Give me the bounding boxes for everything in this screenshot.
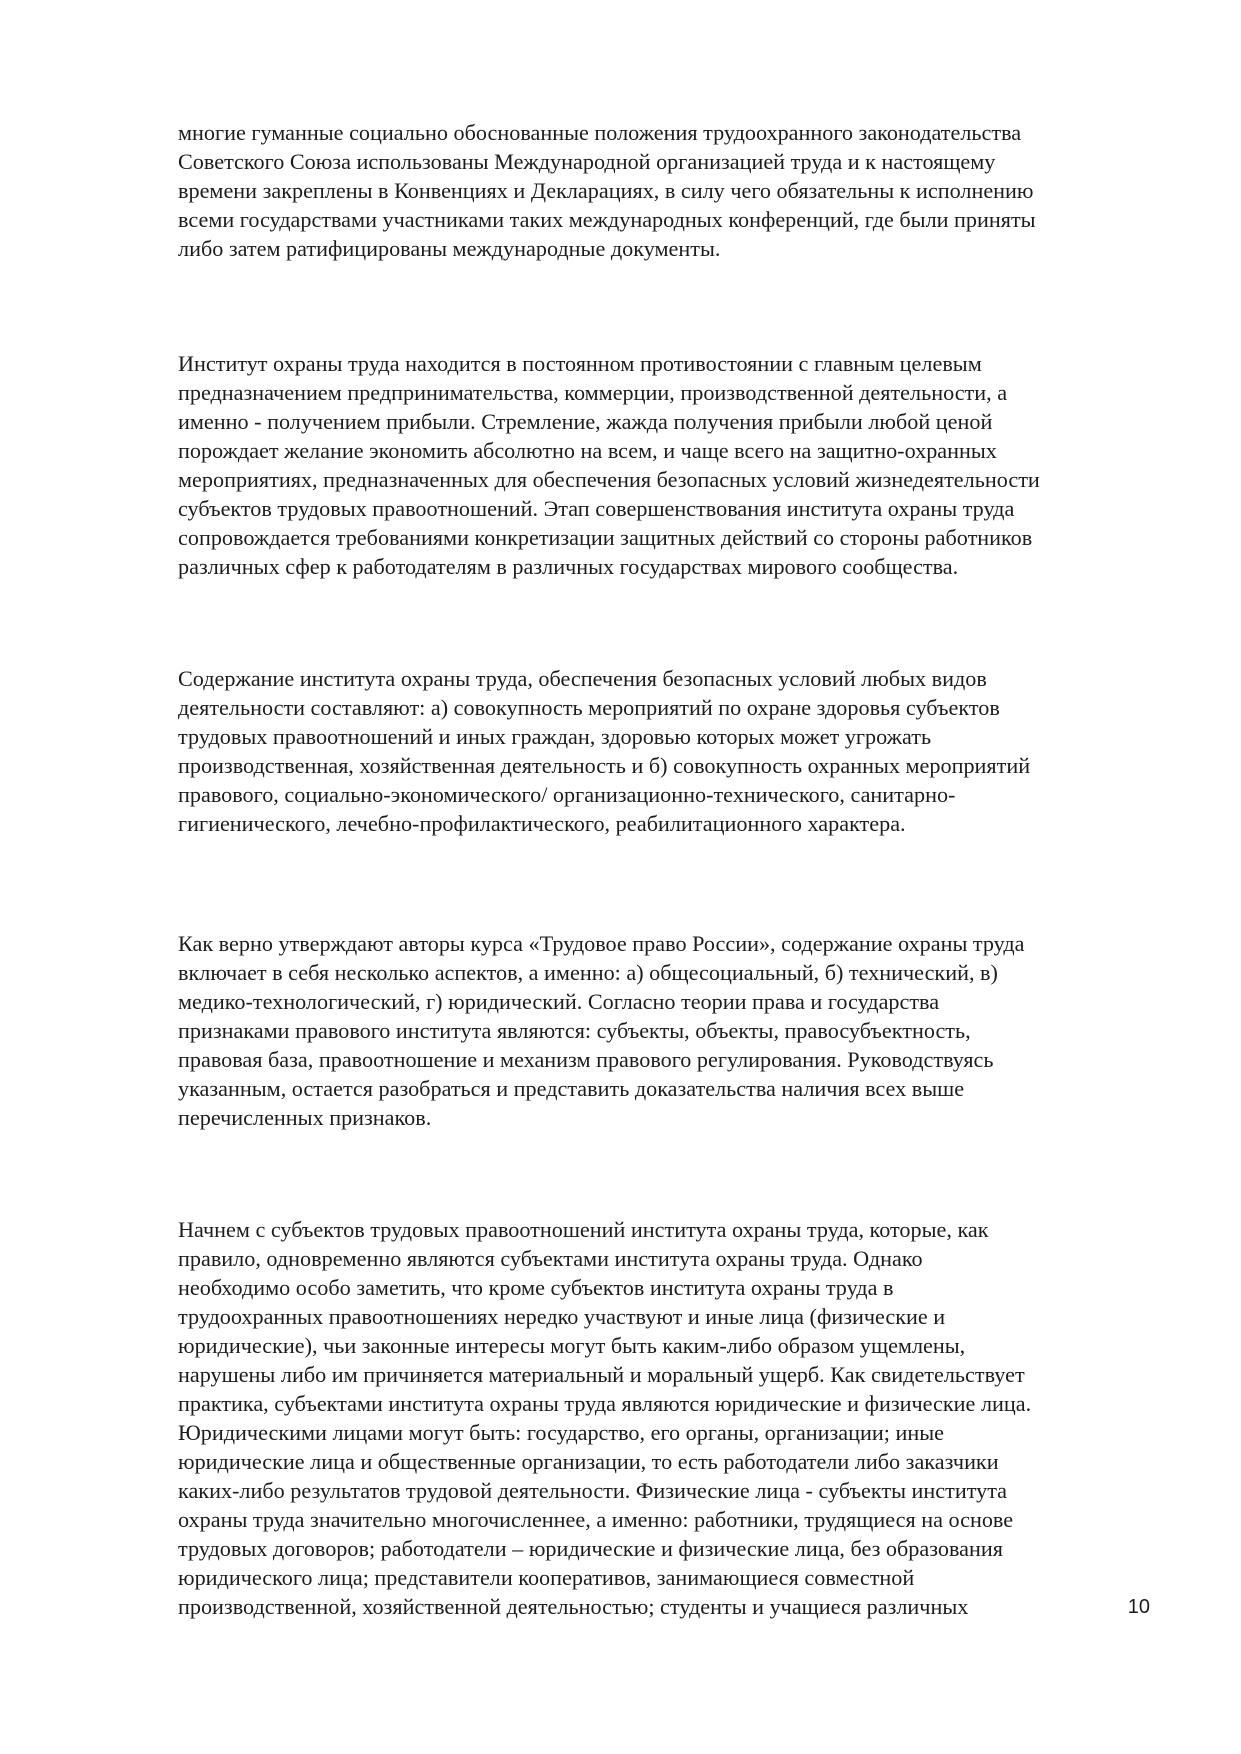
- text-line: сопровождается требованиями конкретизации защитных действий со стороны работников: [178, 525, 1033, 550]
- text-line: предназначением предпринимательства, коммерции, производственной деятельности, а: [178, 380, 1008, 405]
- paragraph-1: [178, 118, 1180, 263]
- text-line: каких-либо результатов трудовой деятельности. Физические лица - субъекты института: [178, 1478, 1008, 1503]
- text-line: Содержание института охраны труда, обеспечения безопасных условий любых видов: [178, 666, 987, 691]
- text-line: либо затем ратифицированы международные документы.: [178, 236, 721, 261]
- text-line: производственная, хозяйственная деятельность и б) совокупность охранных мероприятий: [178, 753, 1031, 778]
- text-line: трудоохранных правоотношениях нередко участвуют и иные лица (физические и: [178, 1304, 946, 1329]
- text-line: указанным, остается разобраться и представить доказательства наличия всех выше: [178, 1076, 965, 1101]
- text-line: Советского Союза использованы Международной организацией труда и к настоящему: [178, 149, 996, 174]
- text-line: правовая база, правоотношение и механизм правового регулирования. Руководствуясь: [178, 1047, 994, 1072]
- paragraph-4: [178, 929, 1180, 1132]
- text-line: необходимо особо заметить, что кроме субъектов института охраны труда в: [178, 1275, 894, 1300]
- text-line: многие гуманные социально обоснованные положения трудоохранного законодательства: [178, 120, 1022, 145]
- text-line: юридические), чьи законные интересы могут быть каким-либо образом ущемлены,: [178, 1333, 966, 1358]
- text-line: гигиенического, лечебно-профилактического, реабилитационного характера.: [178, 811, 906, 836]
- text-line: трудовых договоров; работодатели – юридические и физические лица, без образования: [178, 1536, 1003, 1561]
- text-line: всеми государствами участниками таких международных конференций, где были приняты: [178, 207, 1036, 232]
- text-line: именно - получением прибыли. Стремление, жажда получения прибыли любой ценой: [178, 409, 993, 434]
- paragraph-5: [178, 1215, 1180, 1621]
- text-line: признаками правового института являются: субъекты, объекты, правосубъектность,: [178, 1018, 971, 1043]
- text-line: производственной, хозяйственной деятельностью; студенты и учащиеся различных: [178, 1594, 969, 1619]
- text-line: практика, субъектами института охраны труда являются юридические и физические лица.: [178, 1391, 1032, 1416]
- text-line: деятельности составляют: а) совокупность мероприятий по охране здоровья субъектов: [178, 695, 1000, 720]
- text-line: охраны труда значительно многочисленнее, а именно: работники, трудящиеся на основе: [178, 1507, 1014, 1532]
- text-line: Как верно утверждают авторы курса «Трудовое право России», содержание охраны труда: [178, 931, 1025, 956]
- text-line: субъектов трудовых правоотношений. Этап совершенствования института охраны труда: [178, 496, 1015, 521]
- text-line: правило, одновременно являются субъектами института охраны труда. Однако: [178, 1246, 923, 1271]
- text-line: мероприятиях, предназначенных для обеспечения безопасных условий жизнедеятельности: [178, 467, 1040, 492]
- text-line: различных сфер к работодателям в различных государствах мирового сообщества.: [178, 554, 959, 579]
- text-line: нарушены либо им причиняется материальный и моральный ущерб. Как свидетельствует: [178, 1362, 1025, 1387]
- page-number: 10: [1127, 1596, 1150, 1618]
- text-line: юридические лица и общественные организации, то есть работодатели либо заказчики: [178, 1449, 999, 1474]
- text-line: Институт охраны труда находится в постоянном противостоянии с главным целевым: [178, 351, 982, 376]
- text-line: правового, социально-экономического/ организационно-технического, санитарно-: [178, 782, 956, 807]
- text-line: порождает желание экономить абсолютно на всем, и чаще всего на защитно-охранных: [178, 438, 997, 463]
- text-line: времени закреплены в Конвенциях и Декларациях, в силу чего обязательны к исполнению: [178, 178, 1034, 203]
- text-line: трудовых правоотношений и иных граждан, здоровью которых может угрожать: [178, 724, 932, 749]
- text-line: Начнем с субъектов трудовых правоотношений института охраны труда, которые, как: [178, 1217, 989, 1242]
- text-line: медико-технологический, г) юридический. Согласно теории права и государства: [178, 989, 940, 1014]
- text-line: перечисленных признаков.: [178, 1105, 432, 1130]
- text-line: юридического лица; представители кооперативов, занимающиеся совместной: [178, 1565, 915, 1590]
- paragraph-2: [178, 349, 1180, 581]
- text-line: включает в себя несколько аспектов, а именно: а) общесоциальный, б) технический, в): [178, 960, 998, 985]
- paragraph-3: [178, 664, 1180, 838]
- text-line: Юридическими лицами могут быть: государство, его органы, организации; иные: [178, 1420, 944, 1445]
